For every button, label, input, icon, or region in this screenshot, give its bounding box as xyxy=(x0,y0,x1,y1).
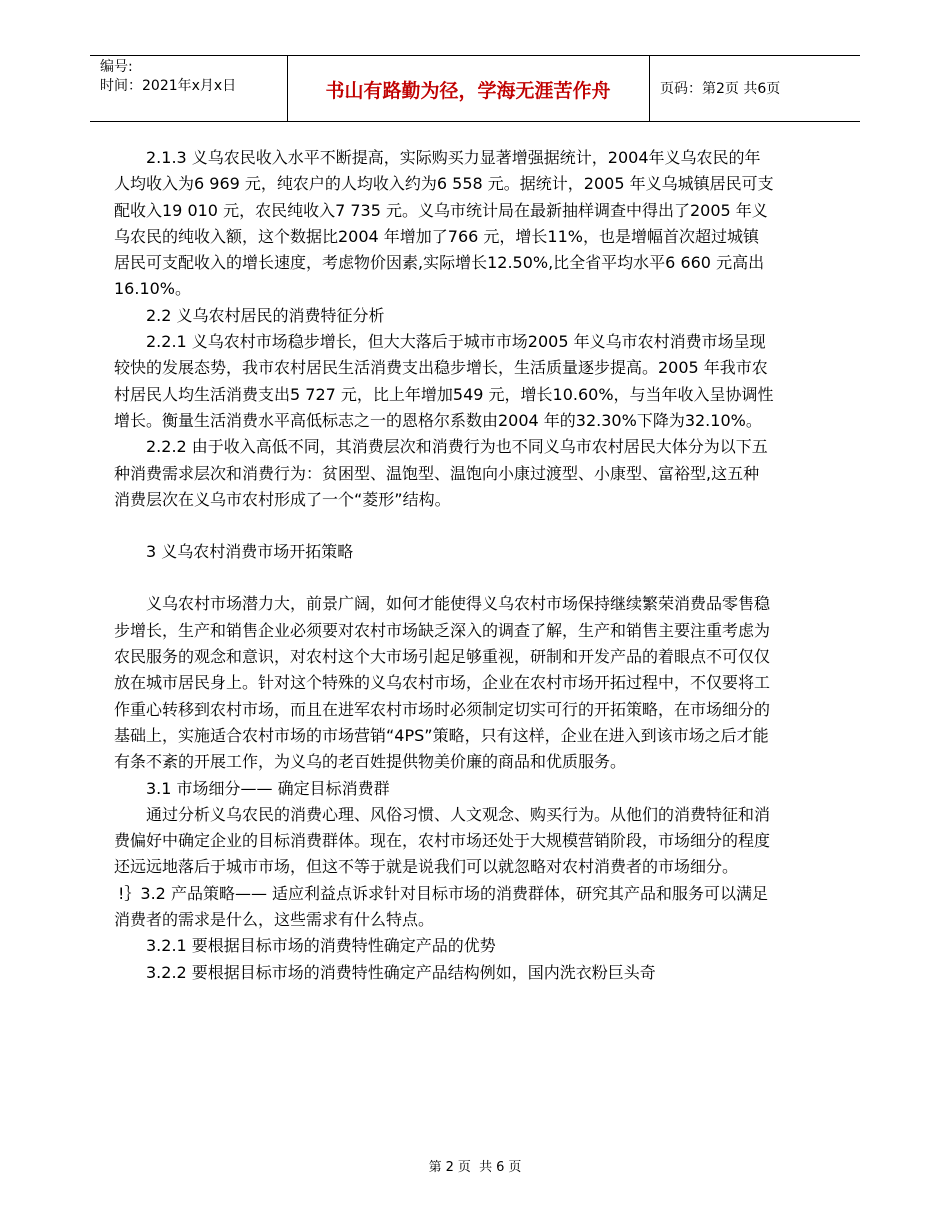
footer-total-pages: 6 xyxy=(496,1160,505,1175)
document-body xyxy=(114,145,774,986)
paragraph-3-1: 通过分析义乌农民的消费心理、风俗习惯、人文观念、购买行为。从他们的消费特征和消费偏好中确定企业的目标消费群体。现在，农村市场还处于大规模营销阶段，市场细分的程度还远远地落后于城市市场，但这不等于就是说我们可以就忽略对农村消费者的市场细分。 xyxy=(114,804,771,877)
page-footer xyxy=(0,1156,950,1175)
footer-page-label: 第 xyxy=(428,1160,442,1175)
paragraph-2-2-2: 2.2.2 由于收入高低不同，其消费层次和消费行为也不同义乌市农村居民大体分为以下五种消费需求层次和消费行为：贫困型、温饱型、温饱向小康过渡型、小康型、富裕型,这五种消费层次在义乌市农村形成了一个“菱形”结构。 xyxy=(114,437,768,509)
footer-page-number: 2 xyxy=(445,1160,454,1175)
document-time: 时间：2021年x月x日 xyxy=(100,78,237,94)
paragraph-3-2: !｝3.2 产品策略—— 适应利益点诉求针对目标市场的消费群体，研究其产品和服务可以满足消费者的需求是什么，这些需求有什么特点。 xyxy=(114,883,769,930)
header-top-rule xyxy=(90,55,860,56)
heading-3-1: 3.1 市场细分—— 确定目标消费群 xyxy=(146,778,390,798)
header-meta xyxy=(100,58,236,96)
footer-total-label: 共 xyxy=(479,1160,493,1175)
header-divider-right xyxy=(649,55,650,121)
heading-section-3: 3 义乌农村消费市场开拓策略 xyxy=(146,542,354,562)
heading-2-2: 2.2 义乌农村居民的消费特征分析 xyxy=(146,305,385,325)
paragraph-2-2-1: 2.2.1 义乌农村市场稳步增长，但大大落后于城市市场2005 年义乌市农村消费市场呈现较快的发展态势，我市农村居民生活消费支出稳步增长，生活质量逐步提高。2005 年我市农村居民人均生活消费支出5 727 元，比上年增加549 元，增长10.60%，与当年收入呈协调性增长。衡量生活消费水平高低标志之一的恩格尔系数由2004 年的32.30%下降为32.10%。 xyxy=(114,332,774,430)
document-number-label: 编号: xyxy=(100,59,133,75)
paragraph-2-1-3: 2.1.3 义乌农民收入水平不断提高，实际购买力显著增强据统计，2004年义乌农民的年人均收入为6 969 元，纯农户的人均收入约为6 558 元。据统计，2005 年义乌城镇居民可支配收入19 010 元，农民纯收入7 735 元。义乌市统计局在最新抽样调查中得出了2005 年义乌农民的纯收入额，这个数据比2004 年增加了766 元，增长11%，也是增幅首次超过城镇居民可支配收入的增长速度，考虑物价因素,实际增长12.50%,比全省平均水平6 660 元高出16.10%。 xyxy=(114,148,774,299)
header-bottom-rule xyxy=(90,121,860,122)
footer-total-unit: 页 xyxy=(508,1160,522,1175)
footer-page-unit: 页 xyxy=(457,1160,471,1175)
paragraph-section-3-intro: 义乌农村市场潜力大，前景广阔，如何才能使得义乌农村市场保持继续繁荣消费品零售稳步增长，生产和销售企业必须要对农村市场缺乏深入的调查了解，生产和销售主要注重考虑为农民服务的观念和意识，对农村这个大市场引起足够重视，研制和开发产品的着眼点不可仅仅放在城市居民身上。针对这个特殊的义乌农村市场，企业在农村市场开拓过程中，不仅要将工作重心转移到农村市场，而且在进军农村市场时必须制定切实可行的开拓策略，在市场细分的基础上，实施适合农村市场的市场营销“4PS”策略，只有这样，企业在进入到该市场之后才能有条不紊的开展工作，为义乌的老百姓提供物美价廉的商品和优质服务。 xyxy=(114,594,771,772)
header-motto: 书山有路勤为径，学海无涯苦作舟 xyxy=(325,80,611,102)
header-page-info: 页码：第2页 共6页 xyxy=(660,81,781,97)
paragraph-3-2-2: 3.2.2 要根据目标市场的消费特性确定产品结构例如，国内洗衣粉巨头奇 xyxy=(146,962,656,982)
heading-3-2-1: 3.2.1 要根据目标市场的消费特性确定产品的优势 xyxy=(146,936,496,956)
